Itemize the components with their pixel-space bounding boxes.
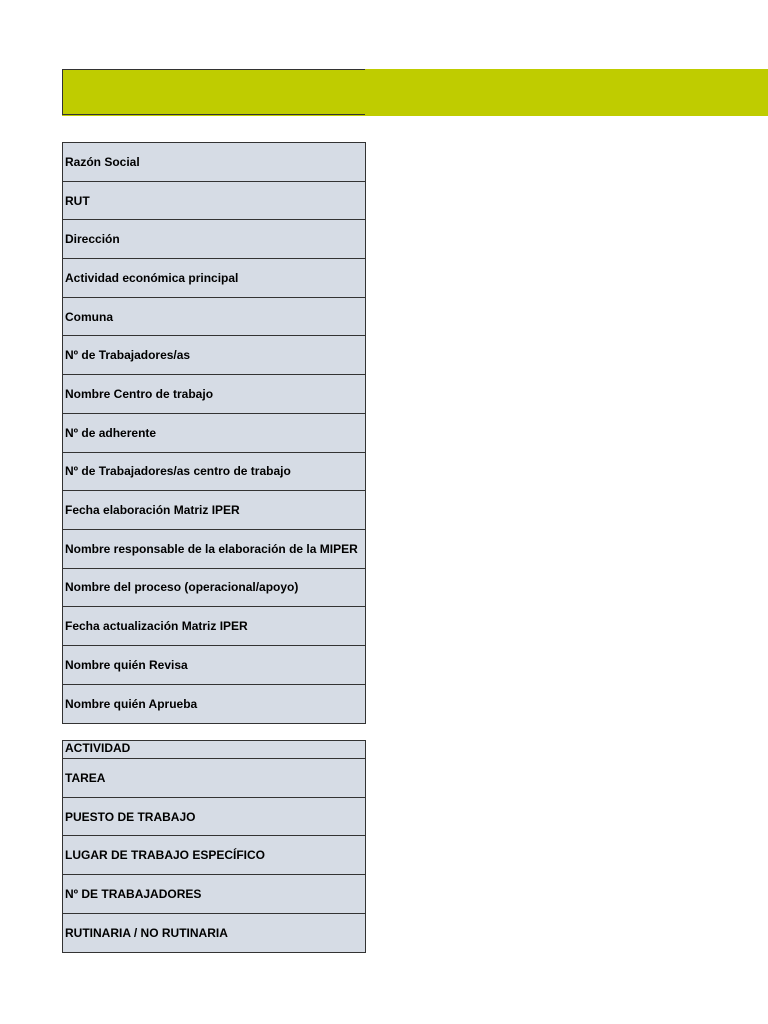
field-label: Nº de adherente <box>65 425 157 440</box>
field-label: PUESTO DE TRABAJO <box>65 809 196 824</box>
field-label: Fecha elaboración Matriz IPER <box>65 503 240 518</box>
field-label: Razón Social <box>65 154 140 169</box>
field-label: Comuna <box>65 309 113 324</box>
field-label: RUT <box>65 193 90 208</box>
field-label: RUTINARIA / NO RUTINARIA <box>65 926 228 941</box>
field-direccion[interactable] <box>63 220 365 259</box>
field-num-trabajadores-centro[interactable] <box>63 453 365 492</box>
header-cell[interactable] <box>62 69 365 115</box>
field-label: Nombre quién Revisa <box>65 657 188 672</box>
field-rut[interactable] <box>63 182 365 221</box>
field-label: Nº de Trabajadores/as centro de trabajo <box>65 464 291 479</box>
field-fecha-actualizacion[interactable] <box>63 607 365 646</box>
field-rutinaria[interactable] <box>63 914 365 953</box>
field-razon-social[interactable] <box>63 143 365 182</box>
field-label: Nº de Trabajadores/as <box>65 348 191 363</box>
field-label: TAREA <box>65 770 106 785</box>
company-info-table <box>62 142 366 724</box>
field-num-trabajadores[interactable] <box>63 336 365 375</box>
field-label: Actividad económica principal <box>65 270 239 285</box>
field-quien-revisa[interactable] <box>63 646 365 685</box>
field-responsable-elaboracion[interactable] <box>63 530 365 569</box>
activity-table <box>62 740 366 953</box>
field-actividad-economica[interactable] <box>63 259 365 298</box>
field-label: Nombre responsable de la elaboración de la MIPER <box>65 541 358 556</box>
field-label: Nombre del proceso (operacional/apoyo) <box>65 580 299 595</box>
field-tarea[interactable] <box>63 759 365 798</box>
field-fecha-elaboracion[interactable] <box>63 491 365 530</box>
field-label: Nombre Centro de trabajo <box>65 386 214 401</box>
field-label: Fecha actualización Matriz IPER <box>65 619 248 634</box>
field-label: Dirección <box>65 232 120 247</box>
field-nombre-proceso[interactable] <box>63 569 365 608</box>
field-label: Nº DE TRABAJADORES <box>65 886 202 901</box>
field-num-adherente[interactable] <box>63 414 365 453</box>
field-num-trabajadores-actividad[interactable] <box>63 875 365 914</box>
field-puesto-trabajo[interactable] <box>63 798 365 837</box>
field-label: LUGAR DE TRABAJO ESPECÍFICO <box>65 848 266 863</box>
field-lugar-trabajo[interactable] <box>63 836 365 875</box>
field-actividad[interactable] <box>63 741 365 759</box>
field-nombre-centro[interactable] <box>63 375 365 414</box>
field-label: ACTIVIDAD <box>65 741 131 755</box>
field-comuna[interactable] <box>63 298 365 337</box>
field-quien-aprueba[interactable] <box>63 685 365 724</box>
field-label: Nombre quién Aprueba <box>65 696 198 711</box>
